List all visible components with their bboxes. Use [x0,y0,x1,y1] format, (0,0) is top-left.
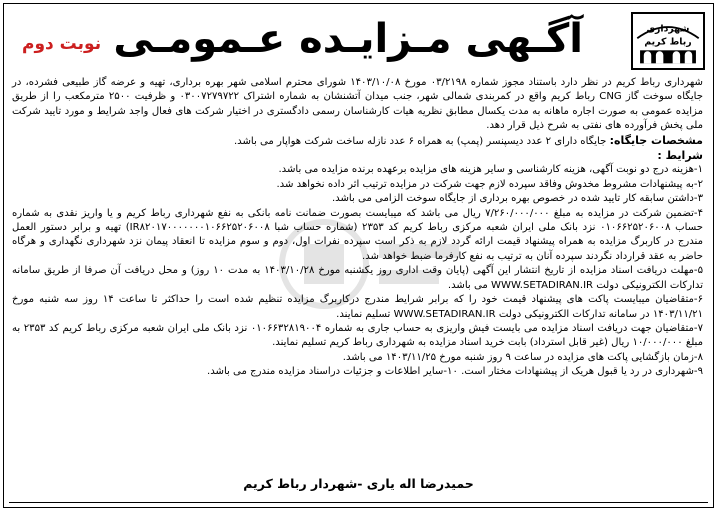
condition-item-9: ۹-شهرداری در رد یا قبول هریک از پیشنهادات مختار است. ۱۰-سایر اطلاعات و جزئیات دراسناد مزایده مندرج می باشد. [207,366,703,378]
condition-item-7: ۷-متقاضیان جهت دریافت اسناد مزایده می بایست فیش واریزی به حساب جاری به شماره ۰۱۰۶۶۳۲۸۱۹۰۰۴ نزد بانک ملی ایران شعبه مرکزی رباط کریم کد ۲۳۵۳ به مبلغ ۱۰/۰۰۰/۰۰۰ ریال (غیر قابل استرداد) بابت خرید اسناد مزایده به شهرداری رباط کریم تسلیم نمایند. [12,322,703,349]
specs-line [12,134,703,149]
intro-paragraph: شهرداری رباط کریم در نظر دارد باستناد مجوز شماره ۰۳/۲۱۹۸ مورخ ۱۴۰۳/۱۰/۰۸ شورای محترم اسلامی شهر بهره برداری، تهیه و عرضه گاز طبیعی فشرده، در جایگاه سوخت گاز CNG رباط کریم واقع در کمربندی شمالی شهر، جنب میدان آتشنشان به شماره اشتراک ۰۳۰۰۷۲۷۹۷۲۲ و ظرفیت ۲۵۰۰ مترمکعب را از طریق مزایده عمومی به صورت اجاره ماهانه به مدت یکسال مطابق نظریه هیات کارشناسان رسمی دادگستری در اختیار شرکت های فعال واجد شرایط و مورد تایید شرکت ملی پخش فرآورده های نفتی به شرح ذیل قرار دهد. [12,77,704,132]
condition-item-6: ۶-متقاضیان میبایست پاکت های پیشنهاد قیمت خود را که برابر شرایط مندرج درکاربرگ مزایده تنظیم شده است را حداکثر تا ساعت ۱۴ روز سه شنبه مورخ ۱۴۰۳/۱۱/۲۱ در سامانه تدارکات الکترونیکی دولت WWW.SETADIRAN.IR تسلیم نمایند. [12,294,703,320]
bottom-divider [9,502,708,503]
logo-text-line2: رباط کریم [644,36,692,48]
conditions-label: شرایط : [657,149,703,163]
logo-text-line1: شهرداری [646,23,690,35]
municipality-emblem-icon [633,14,703,68]
condition-item-3: ۳-داشتن سابقه کار تایید شده در خصوص بهره برداری از جایگاه سوخت الزامی می باشد. [331,193,703,205]
municipality-logo [631,12,705,70]
specs-label: مشخصات جایگاه: [609,133,703,147]
specs-text: جایگاه دارای ۲ عدد دیسپنسر (پمپ) به همراه ۶ عدد نازله ساخت شرکت هواپار می باشد. [233,135,607,147]
notice-title: آگـهی مـزایـده عـمومـی [113,16,583,62]
edition-badge: نوبت دوم [22,34,102,54]
mayor-signature: حمیدرضا اله یاری -شهردار رباط کریم [243,476,474,491]
condition-item-8: ۸-زمان بازگشایی پاکت های مزایده در ساعت ۹ روز شنبه مورخ ۱۴۰۳/۱۱/۲۵ می باشد. [342,351,703,363]
notice-frame [3,3,714,508]
notice-body [12,76,703,380]
condition-item-1: ۱-هزینه درج دو نوبت آگهی، هزینه کارشناسی و سایر هزینه های مزایده برعهده برنده مزایده می باشد. [278,164,703,176]
condition-item-4: ۴-تضمین شرکت در مزایده به مبلغ ۷/۲۶۰/۰۰۰/۰۰۰ ریال می باشد که میبایست بصورت ضمانت نامه بانکی به نفع شهرداری رباط کریم و یا واریز نقدی به شماره حساب ۰۱۰۶۶۲۵۲۰۶۰۰۸ نزد بانک ملی ایران شعبه مرکزی رباط کریم کد ۲۳۵۳ (شماره حساب شبا IR۸۲۰۱۷۰۰۰۰۰۰۰۱۰۶۶۲۵۲۰۶۰۰۸) تهیه و برابر دستور العمل مندرج در کاربرگ مزایده به همراه پیشنهاد قیمت ارائه گردد لازم به ذکر است سپرده نفرات اول، دوم و سوم مزایده تا انعقاد پیمان نزد شهرداری نگهداری و هرگاه حاضر به عقد قرارداد نگردند سپرده آنان به ترتیب به نفع کارفرما ضبط خواهد شد. [12,207,704,262]
condition-item-5: ۵-مهلت دریافت اسناد مزایده از تاریخ انتشار این آگهی (پایان وقت اداری روز یکشنبه مورخ ۱۴۰۳/۱۰/۲۸ به مدت ۱۰ روز) و محل دریافت آن صرفا از طریق سامانه تدارکات الکترونیکی دولت WWW.SETADIRAN.IR می باشد. [12,265,703,291]
condition-item-2: ۲-به پیشنهادات مشروط مخدوش وفاقد سپرده لازم جهت شرکت در مزایده ترتیب اثر داده نخواهد شد. [276,178,703,190]
notice-header [4,4,713,74]
